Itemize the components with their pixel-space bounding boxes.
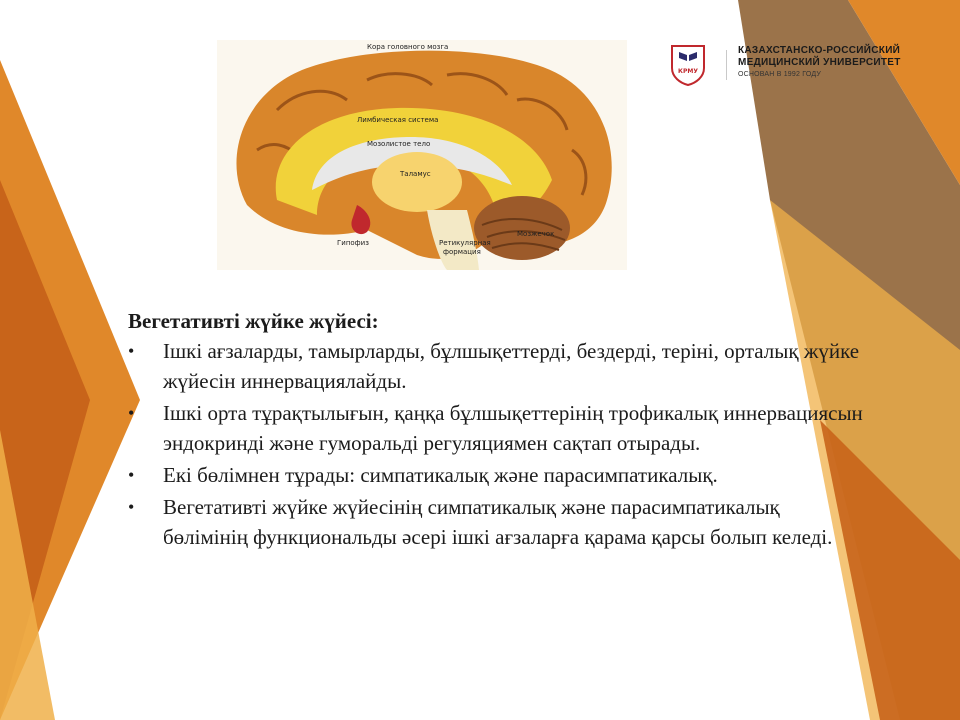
label-reticular-1: Ретикулярная: [439, 239, 491, 247]
label-cerebellum: Мозжечок: [517, 230, 555, 238]
slide-content: [128, 306, 868, 554]
logo-line-3: ОСНОВАН В 1992 ГОДУ: [738, 71, 821, 78]
label-thalamus: Таламус: [400, 170, 431, 178]
university-emblem-icon: [668, 42, 708, 86]
university-logo: [668, 42, 918, 86]
bullet-text: Вегетативті жүйке жүйесінің симпатикалық және парасимпатикалық бөлімінің функциональды әсері ішкі ағзаларға қарама қарсы болып келеді.: [163, 495, 833, 549]
label-cortex: Кора головного мозга: [367, 43, 449, 51]
content-heading: Вегетативті жүйке жүйесі:: [128, 309, 379, 333]
bullet-text: Ішкі ағзаларды, тамырларды, бұлшықеттерді, бездерді, теріні, орталық жүйке жүйесін иннервациялайды.: [163, 339, 860, 393]
label-reticular-2: формация: [443, 248, 481, 256]
bullet-icon: •: [128, 465, 135, 485]
bullet-item: [128, 336, 868, 396]
bullet-icon: •: [128, 341, 135, 361]
logo-line-1: КАЗАХСТАНСКО-РОССИЙСКИЙ: [738, 45, 901, 56]
logo-divider: [726, 50, 727, 80]
label-limbic: Лимбическая система: [357, 116, 439, 124]
label-hypophysis: Гипофиз: [337, 239, 369, 247]
bullet-text: Ішкі орта тұрақтылығын, қаңқа бұлшықеттерінің трофикалық иннервациясын эндокринді және гуморальді регуляциямен сақтап отырады.: [163, 401, 863, 455]
label-corpus: Мозолистое тело: [367, 140, 431, 148]
emblem-caption: КРМУ: [678, 68, 698, 75]
bullet-icon: •: [128, 403, 135, 423]
bullet-icon: •: [128, 497, 135, 517]
logo-line-2: МЕДИЦИНСКИЙ УНИВЕРСИТЕТ: [738, 57, 901, 68]
thalamus-shape: [372, 152, 462, 212]
bullet-item: [128, 460, 868, 490]
bullet-list: [128, 336, 868, 552]
bullet-item: [128, 398, 868, 458]
brain-illustration: [217, 40, 627, 270]
logo-text: [738, 45, 901, 80]
bullet-item: [128, 492, 868, 552]
bullet-text: Екі бөлімнен тұрады: симпатикалық және парасимпатикалық.: [163, 463, 718, 487]
